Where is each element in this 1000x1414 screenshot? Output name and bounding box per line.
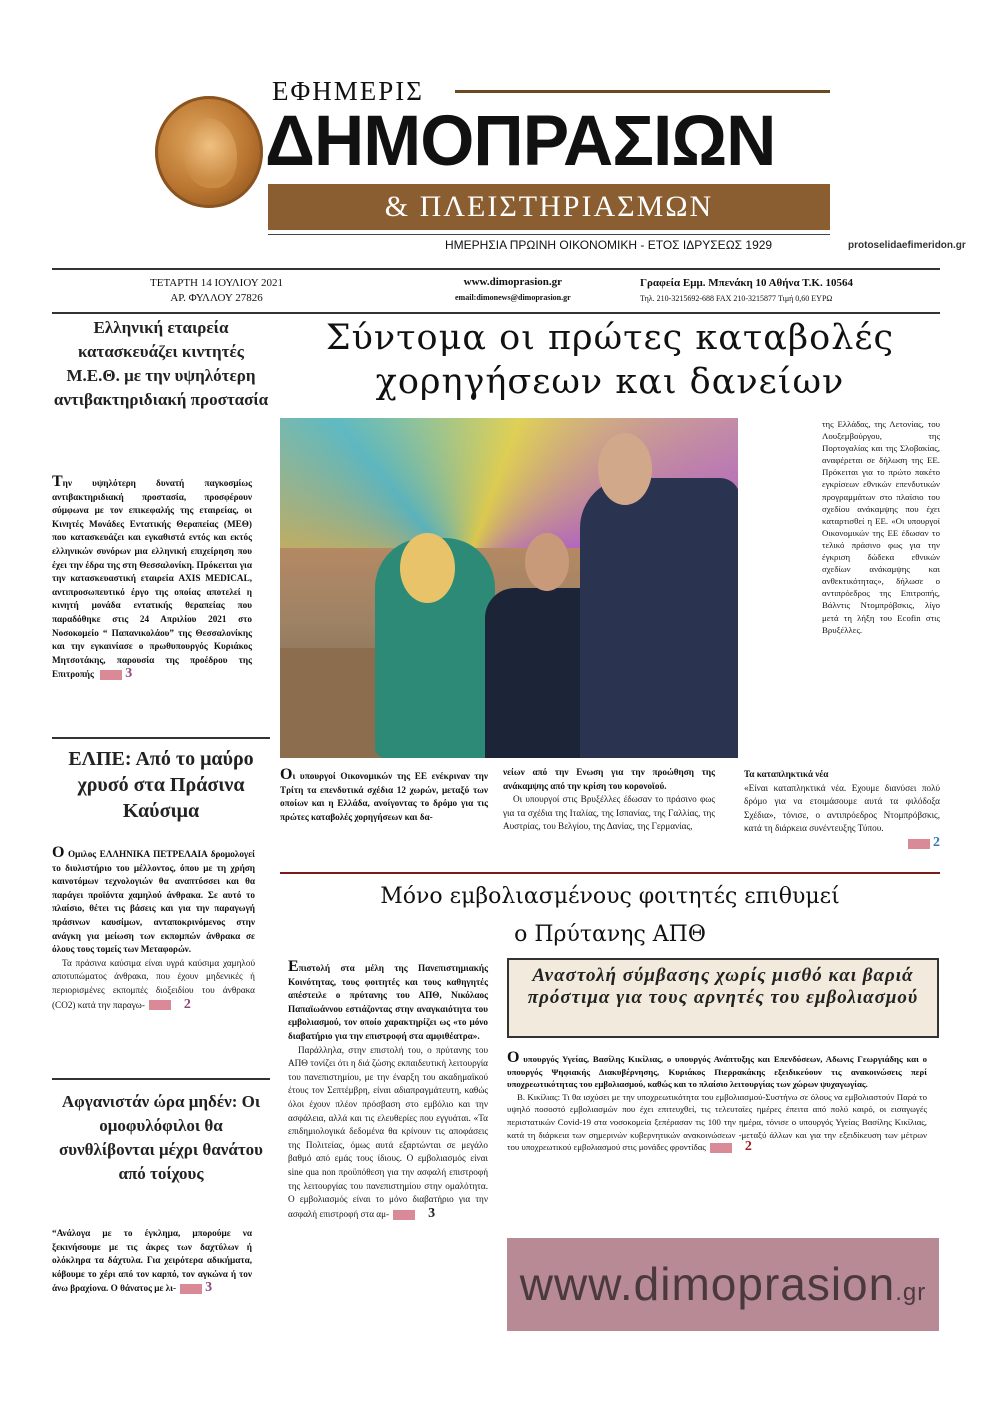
lead-caption-a-text: ι υπουργοί Οικονομικών της ΕΕ ενέκριναν την Τρίτη τα επενδυτικά σχέδια 12 χωρών, μεταξύ των οποίων και η Ελλάδα, ανοίγοντας το δρόμο για τις πρώτες καταβολές χορηγήσεων και δα- — [280, 771, 488, 822]
lead-caption-c — [744, 768, 940, 851]
dateline-date — [150, 276, 283, 306]
apth-text-bold: πιστολή στα μέλη της Πανεπιστημιακής Κοινότητας, τους φοιτητές και τους καθηγητές απέστειλε ο πρύτανης του ΑΠΘ, Νικόλαος Παπαϊωάννου εστιάζοντας στην αναγκαιότητα του εμβολιασμού, τον οποίο χαρακτηρίζει ως «το μόνο διαβατήριο για την επιστροφή στα αμφιθέατρα». — [288, 963, 488, 1041]
masthead-tagline: ΗΜΕΡΗΣΙΑ ΠΡΩΙΝΗ ΟΙΚΟΝΟΜΙΚΗ - ΕΤΟΣ ΙΔΡΥΣΕΩΣ 1929 — [445, 238, 773, 252]
lead-headline[interactable] — [280, 316, 940, 404]
side3-page-ref[interactable]: 3 — [205, 1280, 213, 1296]
page-ref-icon — [180, 1284, 202, 1294]
side3-body — [52, 1227, 252, 1296]
vaccine-box-body — [507, 1049, 927, 1155]
side1-dropcap: Τ — [52, 473, 63, 490]
vaccine-box-title[interactable]: Αναστολή σύμβασης χωρίς μισθό και βαριά πρόστιμα για τους αρνητές του εμβολιασμού — [527, 965, 919, 1008]
apth-headline-line1: Μόνο εμβολιασμένους φοιτητές επιθυμεί — [380, 884, 840, 909]
apth-headline[interactable] — [280, 878, 940, 954]
issue-number: ΑΡ. ΦΥΛΛΟΥ 27826 — [170, 292, 263, 304]
side1-text: ην υψηλότερη δυνατή παγκοσμίως αντιβακτηριδιακή προστασία, προσφέρουν σύμφωνα με τον επικεφαλής της εταιρείας, οι Κινητές Μονάδες Εντατικής Θεραπείας (ΜΕΘ) που κατασκευάζει και εγκαθιστά εντός και εκτός ελληνικών συνόρων μια ελληνική επιχείρηση που έχει την έδρα της στη Θεσσαλονίκη. Πρόκειται για την κατασκευαστική εταιρεία AXIS MEDICAL, αντιπροσωπευτικό έργο της οποίας αποτελεί η κινητή μονάδα εντατικής θεραπείας που παραδόθηκε στις 24 Απριλίου 2021 στο Νοσοκομείο “ Παπανικολάου” της Θεσσαλονίκης και την εγκαινίασε ο πρωθυπουργός Κυριάκος Μητσοτάκης, παρουσία της προέδρου της Επιτροπής — [52, 478, 252, 680]
dateline-bottom-rule — [52, 312, 940, 314]
lead-page-ref[interactable]: 2 — [933, 834, 940, 850]
banner-suffix: .gr — [895, 1279, 927, 1306]
lead-caption-a — [280, 768, 488, 824]
page-ref-icon — [393, 1210, 415, 1220]
email-link[interactable]: email:dimonews@dimoprasion.gr — [455, 293, 571, 302]
side-separator — [52, 1078, 270, 1080]
coin-logo — [155, 96, 263, 208]
side1-body — [52, 475, 252, 682]
masthead-subtitle: & ΠΛΕΙΣΤΗΡΙΑΣΜΩΝ — [384, 190, 714, 223]
site-banner-text[interactable] — [507, 1238, 939, 1331]
side1-headline[interactable]: Ελληνική εταιρεία κατασκευάζει κιντητές Μ.Ε.Θ. με την υψηλότερη αντιβακτηριδιακή προστασία — [53, 318, 269, 409]
side2-page-ref[interactable]: 2 — [183, 996, 191, 1012]
dateline-offices — [640, 276, 853, 306]
masthead-efimeris: ΕΦΗΜΕΡΙΣ — [272, 76, 424, 106]
lead-caption-b — [503, 766, 715, 834]
apth-page-ref[interactable]: 3 — [428, 1205, 436, 1221]
lead-headline-line2: χορηγήσεων και δανείων — [375, 362, 845, 402]
apth-headline-line2: ο Πρύτανης ΑΠΘ — [514, 922, 706, 947]
section-rule — [280, 872, 940, 874]
side2-body — [52, 846, 255, 1012]
box-page-ref[interactable]: 2 — [744, 1139, 752, 1155]
website-link[interactable]: www.dimoprasion.gr — [463, 276, 563, 288]
box-dropcap: Ο — [507, 1049, 520, 1066]
masthead-underline — [268, 234, 830, 235]
lead-headline-line1: Σύντομα οι πρώτες καταβολές — [325, 318, 895, 358]
lead-caption-c-text: «Είναι καταπληκτικά νέα. Εχουμε διανύσει πολύ δρόμο για να ετοιμάσουμε αυτά τα φιλόδοξα Σχέδια», τόνισε, ο αντιπρόεδρος Ντομπρόβσκις, κατά τη διάρκεια συνέντευξης Τύπου. — [744, 782, 940, 834]
side2-headline[interactable]: ΕΛΠΕ: Από το μαύρο χρυσό στα Πράσινα Καύσιμα — [68, 748, 254, 822]
lead-dropcap: Ο — [280, 766, 293, 783]
side2-dropcap: Ο — [52, 844, 65, 861]
lead-right-column: της Ελλάδας, της Λετονίας, του Λουξεμβούργου, της Πορτογαλίας και της Σλοβακίας, αναφέρεται σε δήλωση της ΕΕ. Πρόκειται για το πρώτο πακέτο εγκρίσεων εθνικών επενδυτικών προγραμμάτων στο πλαίσιο του σχεδίου ανάκαμψης που έχει καταρτισθεί η ΕΕ. «Οι υπουργοί Οικονομικών της ΕΕ έδωσαν το τελικό πράσινο φως για την έγκριση δώδεκα εθνικών σχεδίων ανάκαμψης και ανθεκτικότητας», δήλωσε ο αντιπρόεδρος της Επιτροπής, Βάλντις Ντομπρόβσκις, λίγο μετά τη λήξη του Ecofin στις Βρυξέλλες. — [822, 419, 940, 635]
office-phones: Τηλ. 210-3215692-688 FAX 210-3215877 Τιμή 0,60 ΕΥΡΩ — [640, 294, 833, 303]
side2-text — [52, 957, 255, 1012]
issue-date: ΤΕΤΑΡΤΗ 14 ΙΟΥΛΙΟΥ 2021 — [150, 277, 284, 289]
side2-text-span: Τα πράσινα καύσιμα είναι υγρά καύσιμα χαμηλού αποτυπώματος άνθρακα, που έχουν μηδενικές ή περιορισμένες εκπομπές διοξειδίου του άνθρακα (CO2) κατά την παραγω- — [52, 957, 255, 1010]
side-separator — [52, 737, 270, 739]
masthead-title: ΔΗΜΟΠΡΑΣΙΩΝ — [265, 102, 776, 181]
lead-subhead: Τα καταπληκτικά νέα — [744, 769, 829, 779]
office-address: Γραφεία Εμμ. Μπενάκη 10 Αθήνα Τ.Κ. 10564 — [640, 277, 853, 289]
page-ref-icon — [100, 670, 122, 680]
lead-caption-b-bold: νείων από την Ενωση για την προώθηση της ανάκαμψης από την κρίση του κορονοϊού. — [503, 767, 715, 791]
page-ref-icon — [710, 1143, 732, 1153]
box-text-span: Β. Κικίλιας: Τι θα ισχύσει με την υποχρεωτικότητα του εμβολιασμού-Συστήνω σε όλους να εμβολιαστούν Παρά το υψηλό ποσοστό εμβολιασμών που έχει επιτευχθεί, τις τελευταίες ημέρες έπειτα από πολύ καιρό, οι εισαγωγές περιστατικών Covid-19 στα νοσοκομεία ξεπέρασαν τις 100 την ημέρα, τόνισε ο υπουργός Υγείας Βασίλης Κικίλιας, κατά τη διάρκεια των σημερινών κυβερνητικών ανακοινώσεων -μεταξύ άλλων και για την εξειδίκευση των μέτρων του υποχρεωτικού εμβολιασμού στις μονάδες φροντίδας — [507, 1091, 927, 1153]
lead-photo — [280, 418, 738, 758]
side2-text-bold: Ομιλος ΕΛΛΗΝΙΚΑ ΠΕΤΡΕΛΑΙΑ δρομολογεί το διυλιστήριο του μέλλοντος, όπου με τη χρήση καινοτόμων τεχνολογιών θα αναπτύσσει και θα παράγει προϊόντα χαμηλού άνθρακα. Σε αυτό το πλαίσιο, θέτει τις βάσεις και για την παραγωγή πράσινων καυσίμων, ανταποκρινόμενος στην ανάγκη για μείωση των εκπομπών άνθρακα σε όλους τους τομείς των Μεταφορών. — [52, 849, 255, 955]
apth-text-span: Παράλληλα, στην επιστολή του, ο πρύτανης του ΑΠΘ τονίζει ότι η διά ζώσης εκπαιδευτική λειτουργία του πανεπιστημίου, με την έναρξη του ακαδημαϊκού έτους τον Σεπτέμβρη, είναι αδιαπραγμάτευτη, καθώς όλοι έχουν πλέον πρόσβαση στο εμβόλιο και την ασφάλεια, αλλά και τις ελευθερίες που εγγυάται. «Τα επιδημιολογικά δεδομένα θα κρίνουν τις αποφάσεις της Πολιτείας, όμως αυτά εξαρτώνται σε μεγάλο βαθμό από εμάς τους ίδιους. Ο εμβολιασμός είναι sine qua non προϋπόθεση για την ασφαλή επιστροφή της λειτουργίας του πανεπιστημίου στην ομαλότητα. Ο εμβολιασμός είναι το μόνο διαβατήριο για την ασφαλή επιστροφή στα αμ- — [288, 1044, 488, 1219]
box-text — [507, 1091, 927, 1154]
side3-text: “Ανάλογα με το έγκλημα, μπορούμε να ξεκινήσουμε με τις άκρες των δαχτύλων ή ολόκληρα τα δάχτυλα. Για χειρότερα αδικήματα, κόβουμε το χέρι από τον καρπό, τον αγκώνα ή τον άνω βραχίονα. Ο θάνατος με λι- — [52, 1228, 252, 1294]
masthead-rule — [455, 90, 830, 93]
side3-headline[interactable]: Αφγανιστάν ώρα μηδέν: Οι ομοφυλόφιλοι θα συνθλίβονται μέχρι θανάτου από τοίχους — [58, 1092, 264, 1183]
page-ref-icon — [149, 1000, 171, 1010]
side1-page-ref[interactable]: 3 — [125, 666, 133, 682]
lead-caption-b-text: Οι υπουργοί στις Βρυξέλλες έδωσαν το πράσινο φως για τα σχέδια της Ιταλίας, της Ισπανίας, της Γαλλίας, της Αυστρίας, του Βελγίου, της Δανίας, της Γερμανίας, — [503, 794, 715, 832]
dateline-top-rule — [52, 268, 940, 270]
box-text-bold: υπουργός Υγείας, Βασίλης Κικίλιας, ο υπουργός Ανάπτυξης και Επενδύσεων, Αδωνις Γεωργιάδης και ο υπουργός Ψηφιακής Διακυβέρνησης, Κυριάκος Πιερρακάκης εξειδικεύουν τις ανακοινώσεις περί υποχρεωτικότητας του εμβολιασμού, καθώς και το πλαίσιο λειτουργίας των χώρων ψυχαγωγίας. — [507, 1054, 927, 1090]
dateline-contact — [455, 275, 571, 305]
source-watermark: protoselidaefimeridon.gr — [848, 240, 966, 251]
banner-url: www.dimoprasion — [519, 1258, 896, 1310]
apth-dropcap: Ε — [288, 958, 299, 975]
apth-text — [288, 1044, 488, 1222]
vaccine-box — [507, 958, 939, 1038]
page-ref-icon — [908, 839, 930, 849]
apth-body — [288, 960, 488, 1221]
